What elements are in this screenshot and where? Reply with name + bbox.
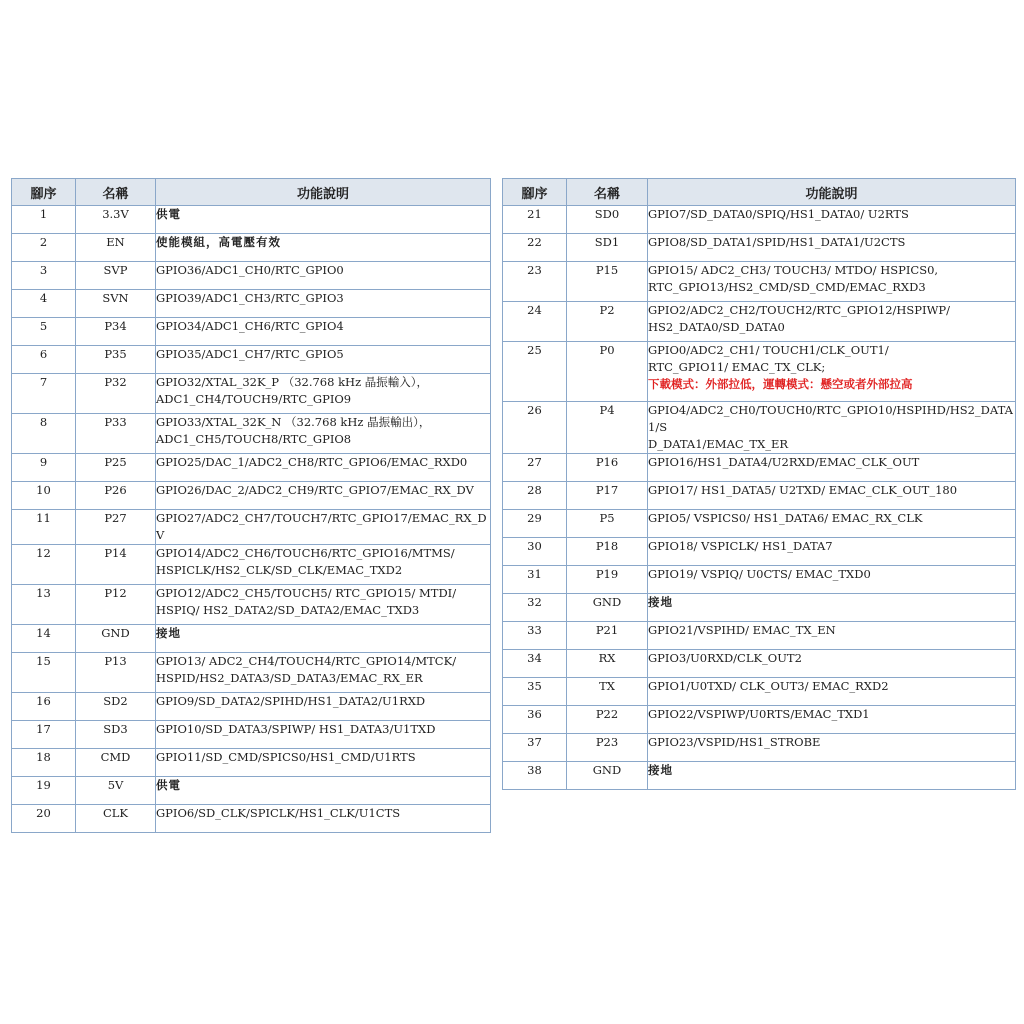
pin-number: 12 — [12, 545, 76, 585]
description-line: GPIO16/HS1_DATA4/U2RXD/EMAC_CLK_OUT — [648, 455, 920, 469]
pin-function-description — [648, 302, 1016, 342]
table-row — [12, 454, 491, 482]
pin-number: 8 — [12, 414, 76, 454]
table-row — [12, 777, 491, 805]
pin-name: P5 — [567, 510, 648, 538]
pin-function-description — [156, 510, 491, 545]
pin-function-description — [648, 734, 1016, 762]
pin-number: 30 — [503, 538, 567, 566]
table-row — [12, 805, 491, 833]
description-line: GPIO3/U0RXD/CLK_OUT2 — [648, 651, 802, 665]
pin-number: 23 — [503, 262, 567, 302]
pin-name: P35 — [76, 346, 156, 374]
pin-name: RX — [567, 650, 648, 678]
pin-name: 5V — [76, 777, 156, 805]
description-line: GPIO2/ADC2_CH2/TOUCH2/RTC_GPIO12/HSPIWP/ — [648, 303, 951, 317]
pin-function-description — [648, 566, 1016, 594]
table-row — [12, 585, 491, 625]
pin-table-left-body — [12, 206, 491, 833]
pin-name: P13 — [76, 653, 156, 693]
table-row — [503, 454, 1016, 482]
description-line: GPIO4/ADC2_CH0/TOUCH0/RTC_GPIO10/HSPIHD/HS2_DATA1/S — [648, 403, 1013, 434]
pin-name: CLK — [76, 805, 156, 833]
description-line: GPIO17/ HS1_DATA5/ U2TXD/ EMAC_CLK_OUT_180 — [648, 483, 958, 497]
pin-name: TX — [567, 678, 648, 706]
pin-function-description — [648, 538, 1016, 566]
pin-name: SD0 — [567, 206, 648, 234]
header-pin-name: 名稱 — [76, 179, 156, 206]
pin-function-description — [156, 414, 491, 454]
table-row — [503, 734, 1016, 762]
pin-name: SVN — [76, 290, 156, 318]
pin-name: SVP — [76, 262, 156, 290]
description-line: GPIO32/XTAL_32K_P （32.768 kHz 晶振輸入）， — [156, 375, 429, 389]
pin-number: 5 — [12, 318, 76, 346]
table-row — [503, 594, 1016, 622]
pin-function-description — [648, 262, 1016, 302]
pin-function-description — [156, 721, 491, 749]
description-line: GPIO1/U0TXD/ CLK_OUT3/ EMAC_RXD2 — [648, 679, 889, 693]
description-line: RTC_GPIO13/HS2_CMD/SD_CMD/EMAC_RXD3 — [648, 280, 926, 294]
pin-number: 7 — [12, 374, 76, 414]
description-line: GPIO11/SD_CMD/SPICS0/HS1_CMD/U1RTS — [156, 750, 416, 764]
pin-name: SD3 — [76, 721, 156, 749]
table-row — [503, 482, 1016, 510]
header-pin-number: 腳序 — [503, 179, 567, 206]
table-row — [503, 678, 1016, 706]
description-line: HSPICLK/HS2_CLK/SD_CLK/EMAC_TXD2 — [156, 563, 403, 577]
table-row — [12, 262, 491, 290]
pin-number: 16 — [12, 693, 76, 721]
pin-number: 25 — [503, 342, 567, 402]
pin-function-description — [156, 206, 491, 234]
pin-name: GND — [567, 762, 648, 790]
pin-name: P19 — [567, 566, 648, 594]
pin-number: 11 — [12, 510, 76, 545]
description-line: GPIO15/ ADC2_CH3/ TOUCH3/ MTDO/ HSPICS0, — [648, 263, 939, 277]
pin-function-description — [648, 706, 1016, 734]
pin-function-description — [156, 777, 491, 805]
description-line: 接地 — [648, 595, 673, 609]
pin-number: 28 — [503, 482, 567, 510]
description-line: HS2_DATA0/SD_DATA0 — [648, 320, 785, 334]
pin-name: P25 — [76, 454, 156, 482]
pin-function-description — [156, 290, 491, 318]
pin-function-description — [156, 234, 491, 262]
pin-number: 18 — [12, 749, 76, 777]
pin-number: 33 — [503, 622, 567, 650]
table-row — [503, 302, 1016, 342]
pin-number: 20 — [12, 805, 76, 833]
description-line: GPIO9/SD_DATA2/SPIHD/HS1_DATA2/U1RXD — [156, 694, 426, 708]
description-line: GPIO33/XTAL_32K_N （32.768 kHz 晶振輸出）， — [156, 415, 431, 429]
pin-function-description — [648, 482, 1016, 510]
description-line: ADC1_CH5/TOUCH8/RTC_GPIO8 — [156, 432, 352, 446]
pin-function-description — [156, 346, 491, 374]
table-row — [12, 721, 491, 749]
pin-function-description — [648, 402, 1016, 454]
description-line: HSPIQ/ HS2_DATA2/SD_DATA2/EMAC_TXD3 — [156, 603, 420, 617]
pin-name: 3.3V — [76, 206, 156, 234]
description-line: GPIO18/ VSPICLK/ HS1_DATA7 — [648, 539, 833, 553]
pin-function-description — [156, 585, 491, 625]
pin-name: P26 — [76, 482, 156, 510]
description-line: GPIO26/DAC_2/ADC2_CH9/RTC_GPIO7/EMAC_RX_DV — [156, 483, 474, 497]
table-row — [503, 706, 1016, 734]
table-row — [12, 346, 491, 374]
pin-name: EN — [76, 234, 156, 262]
pin-table-right-body — [503, 206, 1016, 790]
pin-number: 1 — [12, 206, 76, 234]
pin-function-description — [156, 482, 491, 510]
description-line: GPIO0/ADC2_CH1/ TOUCH1/CLK_OUT1/ — [648, 343, 889, 357]
pin-function-description — [156, 749, 491, 777]
description-line: 接地 — [648, 763, 673, 777]
description-line: GPIO39/ADC1_CH3/RTC_GPIO3 — [156, 291, 344, 305]
description-line: GPIO19/ VSPIQ/ U0CTS/ EMAC_TXD0 — [648, 567, 871, 581]
header-function-description: 功能說明 — [648, 179, 1016, 206]
pin-name: P15 — [567, 262, 648, 302]
description-line: GPIO8/SD_DATA1/SPID/HS1_DATA1/U2CTS — [648, 235, 906, 249]
pin-number: 9 — [12, 454, 76, 482]
pin-name: SD2 — [76, 693, 156, 721]
description-line: 供電 — [156, 778, 181, 792]
pin-name: P32 — [76, 374, 156, 414]
table-row — [12, 653, 491, 693]
description-line: GPIO10/SD_DATA3/SPIWP/ HS1_DATA3/U1TXD — [156, 722, 436, 736]
table-row — [12, 545, 491, 585]
table-header-row — [503, 179, 1016, 206]
pin-function-description — [156, 625, 491, 653]
pin-function-description — [156, 454, 491, 482]
table-row — [503, 538, 1016, 566]
table-row — [12, 234, 491, 262]
table-row — [12, 510, 491, 545]
table-row — [503, 342, 1016, 402]
pin-function-description — [156, 805, 491, 833]
pin-function-description — [648, 594, 1016, 622]
pin-number: 29 — [503, 510, 567, 538]
pin-name: GND — [76, 625, 156, 653]
header-function-description: 功能說明 — [156, 179, 491, 206]
pin-number: 2 — [12, 234, 76, 262]
pin-table-left — [11, 178, 491, 833]
pin-name: P33 — [76, 414, 156, 454]
description-line: GPIO14/ADC2_CH6/TOUCH6/RTC_GPIO16/MTMS/ — [156, 546, 455, 560]
pin-name: P22 — [567, 706, 648, 734]
description-line: GPIO23/VSPID/HS1_STROBE — [648, 735, 821, 749]
pin-name: P17 — [567, 482, 648, 510]
pin-function-description — [648, 206, 1016, 234]
description-line: GPIO22/VSPIWP/U0RTS/EMAC_TXD1 — [648, 707, 870, 721]
pin-name: P16 — [567, 454, 648, 482]
pin-name: CMD — [76, 749, 156, 777]
pin-number: 6 — [12, 346, 76, 374]
pin-function-description — [156, 318, 491, 346]
description-line: GPIO21/VSPIHD/ EMAC_TX_EN — [648, 623, 836, 637]
pin-number: 31 — [503, 566, 567, 594]
pin-number: 36 — [503, 706, 567, 734]
pin-number: 13 — [12, 585, 76, 625]
table-row — [12, 318, 491, 346]
pin-number: 37 — [503, 734, 567, 762]
pin-function-description — [156, 545, 491, 585]
pin-function-description — [648, 234, 1016, 262]
description-line: 接地 — [156, 626, 181, 640]
description-line: GPIO25/DAC_1/ADC2_CH8/RTC_GPIO6/EMAC_RXD0 — [156, 455, 468, 469]
description-line: ADC1_CH4/TOUCH9/RTC_GPIO9 — [156, 392, 352, 406]
table-row — [12, 693, 491, 721]
pin-name: P12 — [76, 585, 156, 625]
table-row — [503, 206, 1016, 234]
pin-number: 26 — [503, 402, 567, 454]
pin-name: P34 — [76, 318, 156, 346]
pin-number: 34 — [503, 650, 567, 678]
header-pin-number: 腳序 — [12, 179, 76, 206]
pin-function-description — [156, 653, 491, 693]
pin-function-description — [648, 622, 1016, 650]
pin-number: 32 — [503, 594, 567, 622]
table-row — [12, 625, 491, 653]
table-row — [503, 402, 1016, 454]
description-line: GPIO36/ADC1_CH0/RTC_GPIO0 — [156, 263, 344, 277]
pin-function-description — [648, 762, 1016, 790]
boot-mode-warning: 下載模式：外部拉低，運轉模式：懸空或者外部拉高 — [648, 377, 913, 391]
table-row — [503, 566, 1016, 594]
pin-number: 15 — [12, 653, 76, 693]
table-row — [12, 749, 491, 777]
description-line: GPIO27/ADC2_CH7/TOUCH7/RTC_GPIO17/EMAC_RX_DV — [156, 511, 487, 542]
pin-number: 21 — [503, 206, 567, 234]
pin-name: P4 — [567, 402, 648, 454]
description-line: 供電 — [156, 207, 181, 221]
pin-name: P14 — [76, 545, 156, 585]
pin-number: 10 — [12, 482, 76, 510]
table-row — [503, 622, 1016, 650]
pin-function-description — [648, 454, 1016, 482]
description-line: GPIO35/ADC1_CH7/RTC_GPIO5 — [156, 347, 344, 361]
table-row — [12, 290, 491, 318]
description-line: GPIO12/ADC2_CH5/TOUCH5/ RTC_GPIO15/ MTDI/ — [156, 586, 457, 600]
pin-name: P27 — [76, 510, 156, 545]
pin-function-description — [648, 342, 1016, 402]
pin-number: 24 — [503, 302, 567, 342]
pin-number: 3 — [12, 262, 76, 290]
pin-name: P2 — [567, 302, 648, 342]
table-row — [12, 206, 491, 234]
pin-number: 27 — [503, 454, 567, 482]
description-line: 使能模組，高電壓有效 — [156, 235, 281, 249]
table-row — [503, 510, 1016, 538]
pin-number: 35 — [503, 678, 567, 706]
description-line: GPIO6/SD_CLK/SPICLK/HS1_CLK/U1CTS — [156, 806, 401, 820]
description-line: GPIO7/SD_DATA0/SPIQ/HS1_DATA0/ U2RTS — [648, 207, 909, 221]
pin-name: P0 — [567, 342, 648, 402]
pin-number: 14 — [12, 625, 76, 653]
description-line: GPIO13/ ADC2_CH4/TOUCH4/RTC_GPIO14/MTCK/ — [156, 654, 457, 668]
pin-number: 22 — [503, 234, 567, 262]
description-line: GPIO5/ VSPICS0/ HS1_DATA6/ EMAC_RX_CLK — [648, 511, 923, 525]
table-row — [503, 762, 1016, 790]
pin-name: GND — [567, 594, 648, 622]
description-line: GPIO34/ADC1_CH6/RTC_GPIO4 — [156, 319, 344, 333]
pin-name: P21 — [567, 622, 648, 650]
pin-number: 19 — [12, 777, 76, 805]
pin-function-description — [648, 678, 1016, 706]
table-row — [12, 374, 491, 414]
pin-name: P23 — [567, 734, 648, 762]
pin-name: SD1 — [567, 234, 648, 262]
pin-number: 17 — [12, 721, 76, 749]
pin-table-right — [502, 178, 1016, 790]
pin-name: P18 — [567, 538, 648, 566]
table-header-row — [12, 179, 491, 206]
pin-function-description — [648, 510, 1016, 538]
description-line: HSPID/HS2_DATA3/SD_DATA3/EMAC_RX_ER — [156, 671, 423, 685]
pin-function-description — [156, 374, 491, 414]
pin-function-description — [648, 650, 1016, 678]
table-row — [12, 482, 491, 510]
pin-number: 38 — [503, 762, 567, 790]
table-row — [503, 234, 1016, 262]
table-row — [12, 414, 491, 454]
description-line: D_DATA1/EMAC_TX_ER — [648, 437, 789, 451]
table-row — [503, 262, 1016, 302]
pin-number: 4 — [12, 290, 76, 318]
description-line: RTC_GPIO11/ EMAC_TX_CLK; — [648, 360, 826, 374]
pin-function-description — [156, 693, 491, 721]
header-pin-name: 名稱 — [567, 179, 648, 206]
pin-function-description — [156, 262, 491, 290]
table-row — [503, 650, 1016, 678]
